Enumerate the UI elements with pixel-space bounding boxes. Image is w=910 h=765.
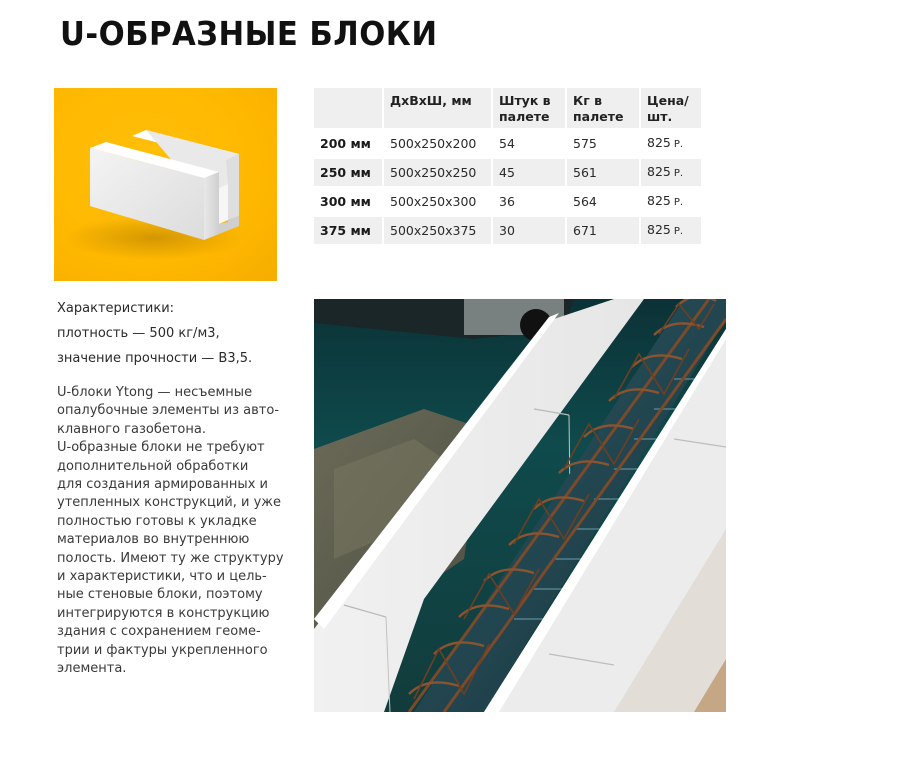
price-value: 825 — [647, 193, 671, 208]
currency-symbol: Р. — [673, 168, 684, 179]
description-line: дополнительной обработки — [57, 458, 249, 474]
header-dimensions — [384, 88, 493, 128]
cell-pcs-per-pallet: 45 — [493, 157, 567, 186]
cell-price — [641, 157, 701, 186]
cell-kg-per-pallet: 561 — [567, 157, 641, 186]
row-label: 200 мм — [314, 128, 384, 157]
cell-pcs-per-pallet: 36 — [493, 186, 567, 215]
spec-table — [314, 88, 701, 244]
description-line: утепленных конструкций, и уже — [57, 495, 281, 511]
price-value: 825 — [647, 135, 671, 150]
cell-kg-per-pallet: 575 — [567, 128, 641, 157]
description-line: U-образные блоки не требуют — [57, 440, 265, 456]
cell-dimensions: 500x250x375 — [384, 215, 493, 244]
table-row — [314, 186, 701, 215]
header-pcs-per-pallet — [493, 88, 567, 128]
header-text: палете — [499, 109, 550, 124]
characteristics-heading: Характеристики: — [57, 301, 175, 316]
header-kg-per-pallet — [567, 88, 641, 128]
price-value: 825 — [647, 164, 671, 179]
cell-price — [641, 186, 701, 215]
table-row — [314, 128, 701, 157]
characteristics-block — [57, 296, 302, 371]
header-text: Цена/ — [647, 93, 689, 108]
description-line: трии и фактуры укрепленного — [57, 642, 268, 658]
site-photo — [314, 299, 726, 712]
description-line: здания с сохранением геоме- — [57, 624, 261, 640]
cell-kg-per-pallet: 671 — [567, 215, 641, 244]
row-label: 250 мм — [314, 157, 384, 186]
table-row — [314, 157, 701, 186]
description-line: клавного газобетона. — [57, 421, 206, 437]
currency-symbol: Р. — [673, 139, 684, 150]
description-line: элемента. — [57, 661, 127, 677]
row-label: 375 мм — [314, 215, 384, 244]
description-line: полностью готовы к укладке — [57, 513, 257, 529]
header-text: Кг в — [573, 93, 603, 108]
description-line: полость. Имеют ту же структуру — [57, 550, 284, 566]
cell-dimensions: 500x250x200 — [384, 128, 493, 157]
cell-dimensions: 500x250x250 — [384, 157, 493, 186]
description-line: опалубочные элементы из авто- — [57, 403, 280, 419]
density-value: плотность — 500 кг/м3, — [57, 326, 220, 341]
reinforced-u-block-wall-illustration — [314, 299, 726, 712]
strength-value: значение прочности — В3,5. — [57, 351, 253, 366]
currency-symbol: Р. — [673, 197, 684, 208]
description-line: и характеристики, что и цель- — [57, 569, 267, 585]
description-line: U-блоки Ytong — несъемные — [57, 385, 253, 400]
currency-symbol: Р. — [673, 226, 684, 237]
header-text: шт. — [647, 109, 673, 124]
product-image — [54, 88, 277, 281]
description-line: ные стеновые блоки, поэтому — [57, 587, 263, 603]
cell-price — [641, 215, 701, 244]
header-empty — [314, 88, 384, 128]
description-line: интегрируются в конструкцию — [57, 605, 270, 621]
header-text: ДхВхШ, мм — [390, 93, 472, 108]
row-label: 300 мм — [314, 186, 384, 215]
description-text — [57, 384, 302, 679]
cell-dimensions: 500x250x300 — [384, 186, 493, 215]
cell-pcs-per-pallet: 30 — [493, 215, 567, 244]
table-header-row — [314, 88, 701, 128]
header-text: Штук в — [499, 93, 551, 108]
price-value: 825 — [647, 222, 671, 237]
table-row — [314, 215, 701, 244]
description-line: материалов во внутреннюю — [57, 532, 250, 548]
page-title: U-ОБРАЗНЫЕ БЛОКИ — [60, 14, 438, 53]
cell-pcs-per-pallet: 54 — [493, 128, 567, 157]
header-price — [641, 88, 701, 128]
cell-price — [641, 128, 701, 157]
cell-kg-per-pallet: 564 — [567, 186, 641, 215]
description-line: для создания армированных и — [57, 477, 268, 493]
header-text: палете — [573, 109, 624, 124]
u-block-illustration — [54, 88, 277, 281]
